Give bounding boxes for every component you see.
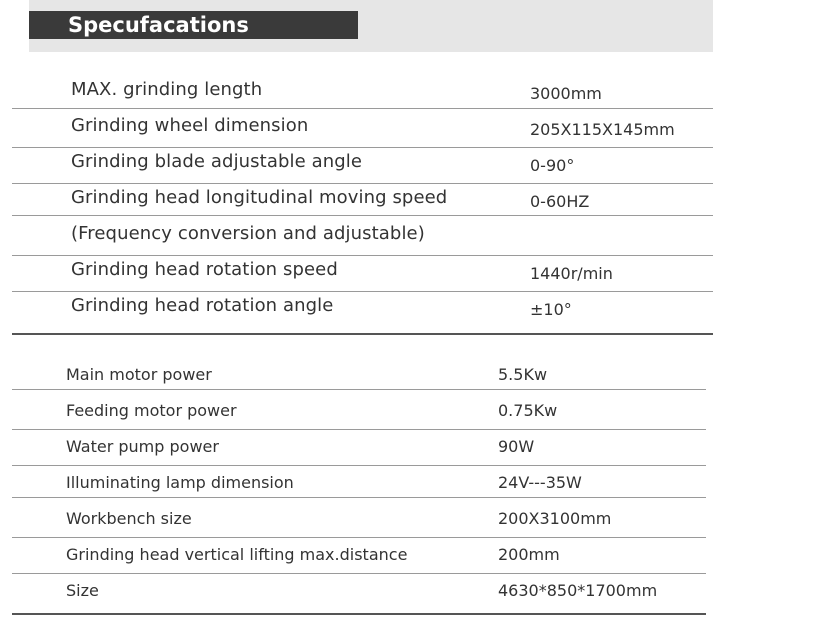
table-row-divider (12, 465, 706, 466)
table-row-divider (12, 291, 713, 292)
spec-value-feeding-motor-power: 0.75Kw (498, 401, 558, 420)
spec-value-size: 4630*850*1700mm (498, 581, 658, 600)
table-row-divider (12, 429, 706, 430)
spec-value-rotation-angle: ±10° (530, 300, 572, 319)
table-row-divider (12, 215, 713, 216)
spec-label-main-motor-power: Main motor power (66, 365, 212, 384)
spec-value-grinding-wheel-dimension: 205X115X145mm (530, 120, 675, 139)
spec-label-rotation-angle: Grinding head rotation angle (71, 295, 334, 316)
spec-label-feeding-motor-power: Feeding motor power (66, 401, 237, 420)
table-row-divider (12, 183, 713, 184)
table-row-divider (12, 108, 713, 109)
spec-label-vertical-lifting: Grinding head vertical lifting max.distance (66, 545, 408, 564)
spec-label-lamp-dimension: Illuminating lamp dimension (66, 473, 294, 492)
spec-label-size: Size (66, 581, 99, 600)
spec-value-lamp-dimension: 24V---35W (498, 473, 582, 492)
spec-label-longitudinal-speed: Grinding head longitudinal moving speed (71, 187, 448, 208)
table-row-divider (12, 389, 706, 390)
spec-label-water-pump-power: Water pump power (66, 437, 219, 456)
spec-value-grinding-blade-angle: 0-90° (530, 156, 575, 175)
table-bottom-border (12, 613, 706, 615)
spec-label-max-grinding-length: MAX. grinding length (71, 79, 263, 100)
spec-value-water-pump-power: 90W (498, 437, 535, 456)
spec-label-workbench-size: Workbench size (66, 509, 192, 528)
spec-value-vertical-lifting: 200mm (498, 545, 560, 564)
table-row-divider (12, 573, 706, 574)
table-row-divider (12, 255, 713, 256)
spec-value-max-grinding-length: 3000mm (530, 84, 602, 103)
table-row-divider (12, 537, 706, 538)
spec-label-grinding-blade-angle: Grinding blade adjustable angle (71, 151, 363, 172)
table-row-divider (12, 497, 706, 498)
table-row-divider (12, 147, 713, 148)
spec-value-workbench-size: 200X3100mm (498, 509, 612, 528)
table-bottom-border (12, 333, 713, 335)
spec-label-frequency-conversion: (Frequency conversion and adjustable) (71, 223, 425, 244)
spec-value-main-motor-power: 5.5Kw (498, 365, 548, 384)
spec-value-longitudinal-speed: 0-60HZ (530, 192, 590, 211)
page-title: Specufacations (68, 13, 249, 37)
spec-label-rotation-speed: Grinding head rotation speed (71, 259, 338, 280)
spec-label-grinding-wheel-dimension: Grinding wheel dimension (71, 115, 309, 136)
spec-value-rotation-speed: 1440r/min (530, 264, 613, 283)
